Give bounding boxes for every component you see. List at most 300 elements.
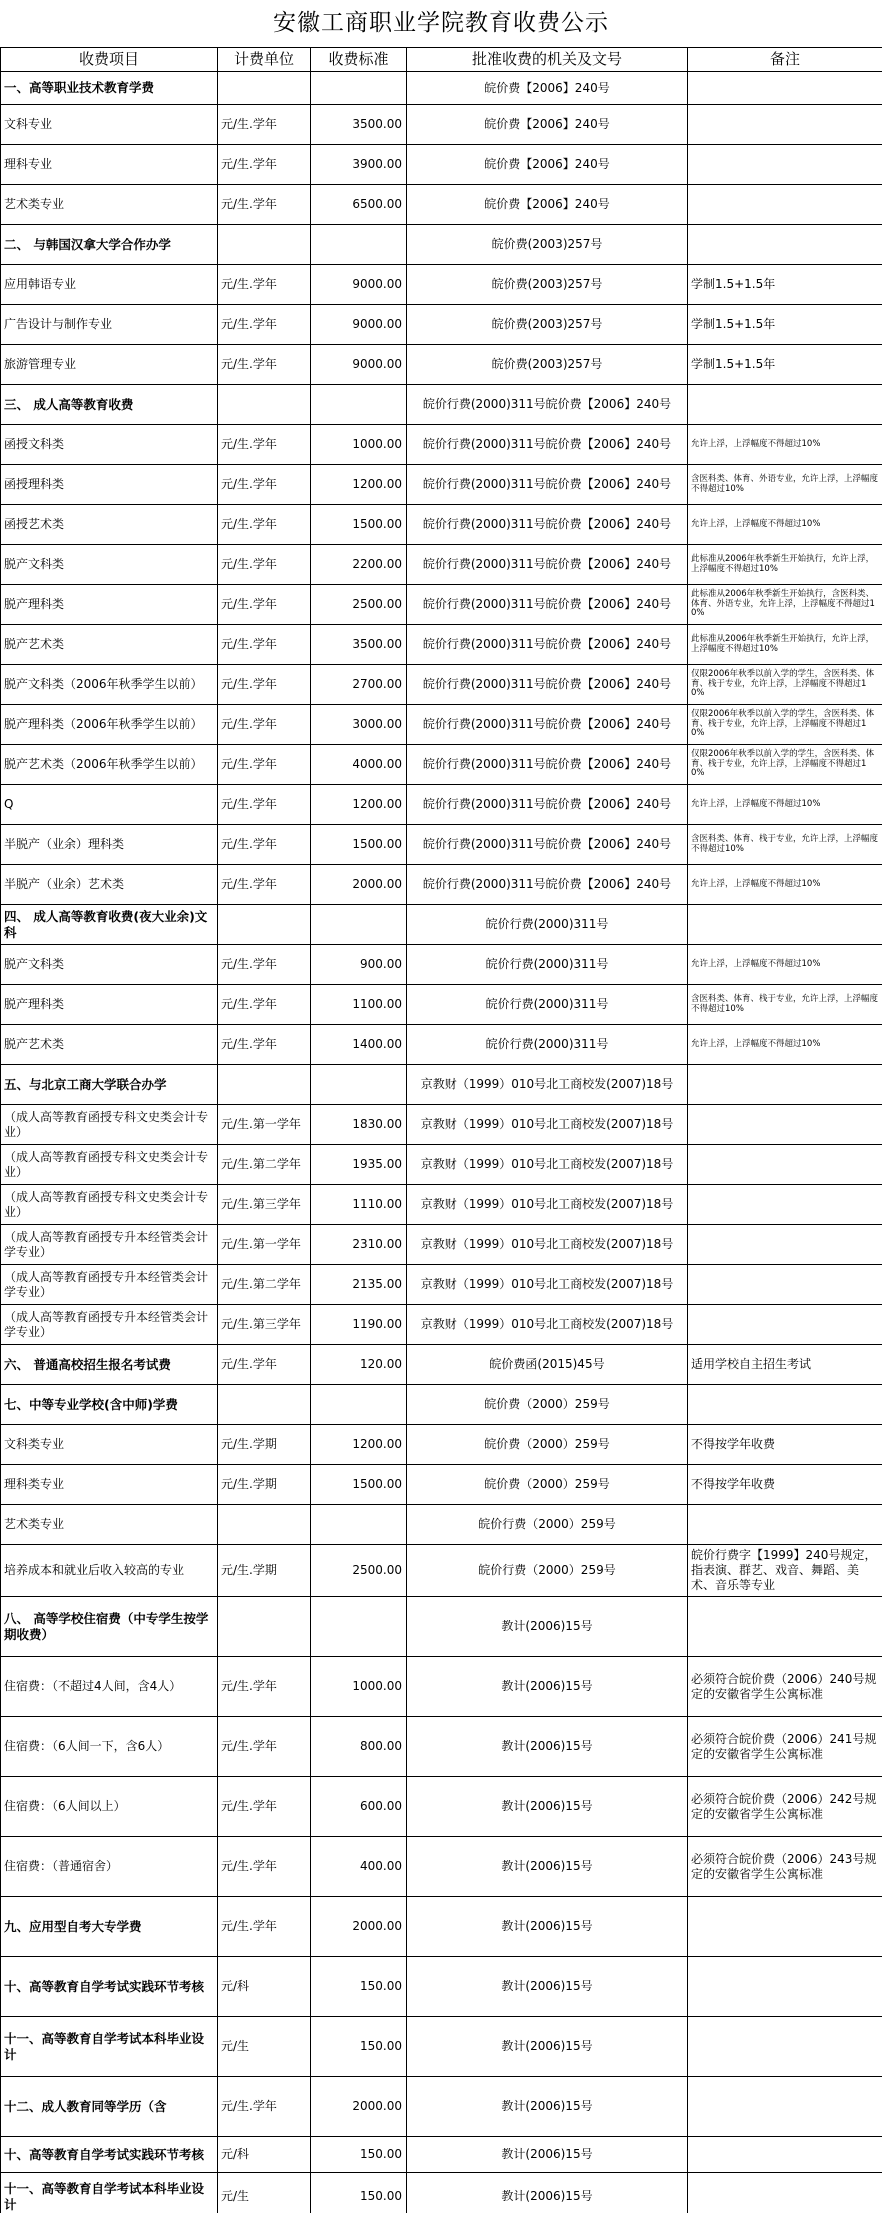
note-cell: 不得按学年收费	[688, 1465, 882, 1505]
fee-cell: 3500.00	[311, 625, 407, 665]
unit-cell: 元/生.学期	[218, 1465, 311, 1505]
fee-cell: 1200.00	[311, 785, 407, 825]
fee-cell: 1000.00	[311, 425, 407, 465]
fee-item-cell: 脱产艺术类	[1, 625, 218, 665]
fee-item-cell: （成人高等教育函授专升本经管类会计学专业）	[1, 1305, 218, 1345]
section-row	[1, 2137, 882, 2173]
approval-cell: 皖价行费（2000）259号	[407, 1505, 688, 1545]
table-row	[1, 105, 882, 145]
table-row	[1, 1465, 882, 1505]
fee-cell: 2700.00	[311, 665, 407, 705]
fee-item-cell: 半脱产（业余）艺术类	[1, 865, 218, 905]
fee-cell: 1500.00	[311, 825, 407, 865]
note-cell	[688, 105, 882, 145]
fee-cell: 150.00	[311, 2017, 407, 2077]
approval-cell: 皖价行费(2000)311号皖价费【2006】240号	[407, 545, 688, 585]
section-row	[1, 1897, 882, 1957]
section-row	[1, 905, 882, 945]
approval-cell: 教计(2006)15号	[407, 2173, 688, 2213]
unit-cell: 元/生.学年	[218, 345, 311, 385]
unit-cell: 元/生.学年	[218, 1025, 311, 1065]
unit-cell	[218, 1505, 311, 1545]
note-cell	[688, 1505, 882, 1545]
fee-item-cell: 培养成本和就业后收入较高的专业	[1, 1545, 218, 1597]
approval-cell: 皖价行费(2000)311号皖价费【2006】240号	[407, 865, 688, 905]
unit-cell: 元/生.学年	[218, 265, 311, 305]
table-row	[1, 465, 882, 505]
table-row	[1, 785, 882, 825]
table-row	[1, 545, 882, 585]
section-row	[1, 1345, 882, 1385]
note-cell	[688, 2077, 882, 2137]
fee-item-cell: （成人高等教育函授专升本经管类会计学专业）	[1, 1225, 218, 1265]
note-cell	[688, 1065, 882, 1105]
fee-item-cell: 文科专业	[1, 105, 218, 145]
approval-cell: 皖价行费(2000)311号皖价费【2006】240号	[407, 625, 688, 665]
fee-item-cell: 住宿费：（不超过4人间，含4人）	[1, 1657, 218, 1717]
fee-item-cell: 理科类专业	[1, 1465, 218, 1505]
fee-cell: 1500.00	[311, 505, 407, 545]
table-row	[1, 305, 882, 345]
fee-item-cell: 脱产理科类	[1, 585, 218, 625]
fee-table-body	[1, 72, 882, 2213]
fee-cell: 3500.00	[311, 105, 407, 145]
section-row	[1, 2017, 882, 2077]
note-cell: 适用学校自主招生考试	[688, 1345, 882, 1385]
approval-cell: 皖价行费(2000)311号皖价费【2006】240号	[407, 825, 688, 865]
fee-cell: 600.00	[311, 1777, 407, 1837]
table-row	[1, 505, 882, 545]
table-row	[1, 705, 882, 745]
approval-cell: 皖价行费(2000)311号皖价费【2006】240号	[407, 745, 688, 785]
approval-cell: 皖价行费(2000)311号皖价费【2006】240号	[407, 385, 688, 425]
approval-cell: 教计(2006)15号	[407, 1957, 688, 2017]
fee-cell	[311, 385, 407, 425]
note-cell	[688, 1265, 882, 1305]
table-row	[1, 745, 882, 785]
fee-item-cell: 旅游管理专业	[1, 345, 218, 385]
note-cell: 学制1.5+1.5年	[688, 305, 882, 345]
table-row	[1, 1225, 882, 1265]
unit-cell: 元/生.学年	[218, 945, 311, 985]
unit-cell	[218, 385, 311, 425]
unit-cell	[218, 1385, 311, 1425]
table-row	[1, 185, 882, 225]
fee-item-cell: （成人高等教育函授专科文史类会计专业）	[1, 1105, 218, 1145]
fee-item-cell: 艺术类专业	[1, 185, 218, 225]
fee-cell: 3000.00	[311, 705, 407, 745]
unit-cell: 元/生.第三学年	[218, 1305, 311, 1345]
table-row	[1, 1185, 882, 1225]
unit-cell: 元/生.学年	[218, 465, 311, 505]
fee-cell: 9000.00	[311, 265, 407, 305]
fee-item-cell: 十、高等教育自学考试实践环节考核	[1, 1957, 218, 2017]
approval-cell: 教计(2006)15号	[407, 1897, 688, 1957]
fee-cell	[311, 905, 407, 945]
fee-item-cell: 脱产文科类（2006年秋季学生以前）	[1, 665, 218, 705]
fee-item-cell: 九、应用型自考大专学费	[1, 1897, 218, 1957]
fee-cell: 2500.00	[311, 1545, 407, 1597]
note-cell: 含医科类、体育、栈于专业，允许上浮，上浮幅度不得超过10%	[688, 985, 882, 1025]
approval-cell: 京教财（1999）010号北工商校发(2007)18号	[407, 1185, 688, 1225]
header-note: 备注	[688, 48, 882, 72]
note-cell: 允许上浮，上浮幅度不得超过10%	[688, 785, 882, 825]
approval-cell: 京教财（1999）010号北工商校发(2007)18号	[407, 1145, 688, 1185]
fee-cell: 4000.00	[311, 745, 407, 785]
unit-cell: 元/生.第一学年	[218, 1225, 311, 1265]
section-row	[1, 1385, 882, 1425]
unit-cell: 元/生	[218, 2173, 311, 2213]
note-cell: 允许上浮，上浮幅度不得超过10%	[688, 505, 882, 545]
approval-cell: 皖价行费(2000)311号皖价费【2006】240号	[407, 465, 688, 505]
fee-cell: 1935.00	[311, 1145, 407, 1185]
fee-cell: 1400.00	[311, 1025, 407, 1065]
fee-item-cell: 住宿费：（6人间一下，含6人）	[1, 1717, 218, 1777]
note-cell: 允许上浮，上浮幅度不得超过10%	[688, 1025, 882, 1065]
approval-cell: 皖价费【2006】240号	[407, 72, 688, 105]
fee-cell: 1200.00	[311, 465, 407, 505]
fee-item-cell: 艺术类专业	[1, 1505, 218, 1545]
fee-item-cell: 脱产艺术类	[1, 1025, 218, 1065]
note-cell	[688, 1385, 882, 1425]
fee-item-cell: 函授艺术类	[1, 505, 218, 545]
fee-cell: 9000.00	[311, 305, 407, 345]
table-row	[1, 1265, 882, 1305]
section-row	[1, 1597, 882, 1657]
section-row	[1, 1065, 882, 1105]
fee-item-cell: 脱产理科类	[1, 985, 218, 1025]
unit-cell: 元/生.第三学年	[218, 1185, 311, 1225]
note-cell: 含医科类、体育、外语专业，允许上浮，上浮幅度不得超过10%	[688, 465, 882, 505]
unit-cell: 元/生.学年	[218, 745, 311, 785]
note-cell: 必须符合皖价费（2006）242号规定的安徽省学生公寓标准	[688, 1777, 882, 1837]
table-row	[1, 145, 882, 185]
approval-cell: 皖价费(2003)257号	[407, 305, 688, 345]
fee-cell: 3900.00	[311, 145, 407, 185]
table-row	[1, 825, 882, 865]
note-cell: 仅限2006年秋季以前入学的学生，含医科类、体育、栈于专业，允许上浮，上浮幅度不得超过10%	[688, 745, 882, 785]
note-cell: 此标准从2006年秋季新生开始执行，允许上浮，上浮幅度不得超过10%	[688, 545, 882, 585]
note-cell: 允许上浮，上浮幅度不得超过10%	[688, 865, 882, 905]
table-row	[1, 1777, 882, 1837]
unit-cell: 元/生.学年	[218, 1345, 311, 1385]
fee-cell: 2000.00	[311, 2077, 407, 2137]
table-row	[1, 985, 882, 1025]
section-row	[1, 2173, 882, 2213]
fee-cell: 1110.00	[311, 1185, 407, 1225]
fee-cell: 400.00	[311, 1837, 407, 1897]
section-row	[1, 2077, 882, 2137]
fee-item-cell: 应用韩语专业	[1, 265, 218, 305]
note-cell	[688, 1597, 882, 1657]
note-cell	[688, 72, 882, 105]
fee-item-cell: 理科专业	[1, 145, 218, 185]
note-cell: 必须符合皖价费（2006）240号规定的安徽省学生公寓标准	[688, 1657, 882, 1717]
note-cell	[688, 2173, 882, 2213]
unit-cell: 元/生.学期	[218, 1425, 311, 1465]
fee-cell: 1200.00	[311, 1425, 407, 1465]
approval-cell: 教计(2006)15号	[407, 1657, 688, 1717]
table-row	[1, 665, 882, 705]
approval-cell: 教计(2006)15号	[407, 1837, 688, 1897]
fee-item-cell: 脱产文科类	[1, 945, 218, 985]
unit-cell	[218, 72, 311, 105]
fee-item-cell: 广告设计与制作专业	[1, 305, 218, 345]
unit-cell: 元/生	[218, 2017, 311, 2077]
note-cell	[688, 1225, 882, 1265]
unit-cell: 元/生.学年	[218, 785, 311, 825]
header-fee: 收费标准	[311, 48, 407, 72]
note-cell: 仅限2006年秋季以前入学的学生，含医科类、体育、栈于专业，允许上浮，上浮幅度不得超过10%	[688, 665, 882, 705]
note-cell: 仅限2006年秋季以前入学的学生，含医科类、体育、栈于专业，允许上浮，上浮幅度不得超过10%	[688, 705, 882, 745]
approval-cell: 京教财（1999）010号北工商校发(2007)18号	[407, 1105, 688, 1145]
note-cell: 此标准从2006年秋季新生开始执行，含医科类、体育、外语专业，允许上浮，上浮幅度不得超过10%	[688, 585, 882, 625]
note-cell	[688, 385, 882, 425]
note-cell	[688, 225, 882, 265]
fee-item-cell: 十一、高等教育自学考试本科毕业设计	[1, 2173, 218, 2213]
fee-cell: 1190.00	[311, 1305, 407, 1345]
fee-item-cell: 脱产艺术类（2006年秋季学生以前）	[1, 745, 218, 785]
fee-item-cell: （成人高等教育函授专科文史类会计专业）	[1, 1185, 218, 1225]
fee-cell: 900.00	[311, 945, 407, 985]
approval-cell: 京教财（1999）010号北工商校发(2007)18号	[407, 1265, 688, 1305]
fee-cell: 1830.00	[311, 1105, 407, 1145]
approval-cell: 皖价费(2003)257号	[407, 345, 688, 385]
unit-cell	[218, 1065, 311, 1105]
unit-cell	[218, 225, 311, 265]
approval-cell: 京教财（1999）010号北工商校发(2007)18号	[407, 1065, 688, 1105]
fee-cell	[311, 1597, 407, 1657]
fee-cell	[311, 1065, 407, 1105]
fee-item-cell: 四、 成人高等教育收费(夜大业余)文科	[1, 905, 218, 945]
note-cell	[688, 1957, 882, 2017]
note-cell	[688, 1145, 882, 1185]
table-row	[1, 1105, 882, 1145]
unit-cell: 元/生.学年	[218, 825, 311, 865]
fee-cell: 1500.00	[311, 1465, 407, 1505]
note-cell	[688, 185, 882, 225]
approval-cell: 皖价费【2006】240号	[407, 145, 688, 185]
note-cell	[688, 1185, 882, 1225]
unit-cell	[218, 905, 311, 945]
approval-cell: 皖价行费(2000)311号皖价费【2006】240号	[407, 425, 688, 465]
fee-cell	[311, 225, 407, 265]
table-row	[1, 1145, 882, 1185]
unit-cell: 元/生.学年	[218, 145, 311, 185]
unit-cell: 元/生.学年	[218, 2077, 311, 2137]
approval-cell: 皖价行费(2000)311号	[407, 985, 688, 1025]
fee-item-cell: 七、中等专业学校(含中师)学费	[1, 1385, 218, 1425]
note-cell: 学制1.5+1.5年	[688, 345, 882, 385]
approval-cell: 皖价费（2000）259号	[407, 1385, 688, 1425]
unit-cell: 元/生.学年	[218, 985, 311, 1025]
table-row	[1, 585, 882, 625]
fee-cell: 1000.00	[311, 1657, 407, 1717]
unit-cell: 元/生.学年	[218, 1717, 311, 1777]
approval-cell: 皖价行费(2000)311号皖价费【2006】240号	[407, 665, 688, 705]
fee-item-cell: 五、与北京工商大学联合办学	[1, 1065, 218, 1105]
approval-cell: 教计(2006)15号	[407, 1597, 688, 1657]
approval-cell: 皖价行费(2000)311号皖价费【2006】240号	[407, 785, 688, 825]
unit-cell: 元/生.第一学年	[218, 1105, 311, 1145]
fee-item-cell: 脱产理科类（2006年秋季学生以前）	[1, 705, 218, 745]
approval-cell: 皖价行费（2000）259号	[407, 1545, 688, 1597]
section-row	[1, 225, 882, 265]
approval-cell: 皖价行费(2000)311号皖价费【2006】240号	[407, 705, 688, 745]
note-cell: 必须符合皖价费（2006）241号规定的安徽省学生公寓标准	[688, 1717, 882, 1777]
unit-cell: 元/生.学年	[218, 505, 311, 545]
unit-cell: 元/生.学年	[218, 545, 311, 585]
fee-item-cell: （成人高等教育函授专科文史类会计专业）	[1, 1145, 218, 1185]
note-cell: 学制1.5+1.5年	[688, 265, 882, 305]
approval-cell: 皖价费(2003)257号	[407, 265, 688, 305]
approval-cell: 皖价行费(2000)311号皖价费【2006】240号	[407, 585, 688, 625]
note-cell: 允许上浮，上浮幅度不得超过10%	[688, 945, 882, 985]
unit-cell	[218, 1597, 311, 1657]
approval-cell: 皖价行费(2000)311号	[407, 905, 688, 945]
unit-cell: 元/生.第二学年	[218, 1265, 311, 1305]
note-cell	[688, 2017, 882, 2077]
unit-cell: 元/生.学年	[218, 1837, 311, 1897]
fee-cell: 2000.00	[311, 1897, 407, 1957]
note-cell	[688, 2137, 882, 2173]
approval-cell: 皖价费函(2015)45号	[407, 1345, 688, 1385]
fee-cell: 1100.00	[311, 985, 407, 1025]
approval-cell: 京教财（1999）010号北工商校发(2007)18号	[407, 1225, 688, 1265]
unit-cell: 元/生.学年	[218, 1777, 311, 1837]
table-row	[1, 1657, 882, 1717]
table-row	[1, 345, 882, 385]
fee-cell: 2135.00	[311, 1265, 407, 1305]
fee-item-cell: 三、 成人高等教育收费	[1, 385, 218, 425]
fee-item-cell: 函授文科类	[1, 425, 218, 465]
table-row	[1, 1837, 882, 1897]
fee-item-cell: （成人高等教育函授专升本经管类会计学专业）	[1, 1265, 218, 1305]
note-cell	[688, 1105, 882, 1145]
approval-cell: 皖价费【2006】240号	[407, 105, 688, 145]
note-cell: 皖价行费字【1999】240号规定，指表演、群艺、戏音、舞蹈、美术、音乐等专业	[688, 1545, 882, 1597]
table-row	[1, 1717, 882, 1777]
table-row	[1, 865, 882, 905]
approval-cell: 皖价费(2003)257号	[407, 225, 688, 265]
fee-item-cell: 十、高等教育自学考试实践环节考核	[1, 2137, 218, 2173]
note-cell: 不得按学年收费	[688, 1425, 882, 1465]
fee-item-cell: 十一、高等教育自学考试本科毕业设计	[1, 2017, 218, 2077]
fee-cell: 120.00	[311, 1345, 407, 1385]
table-row	[1, 1305, 882, 1345]
table-row	[1, 1505, 882, 1545]
table-row	[1, 945, 882, 985]
table-row	[1, 265, 882, 305]
approval-cell: 皖价行费(2000)311号	[407, 945, 688, 985]
section-row	[1, 72, 882, 105]
header-item: 收费项目	[1, 48, 218, 72]
unit-cell: 元/生.学年	[218, 865, 311, 905]
unit-cell: 元/生.第二学年	[218, 1145, 311, 1185]
unit-cell: 元/生.学期	[218, 1545, 311, 1597]
unit-cell: 元/科	[218, 1957, 311, 2017]
fee-cell: 2000.00	[311, 865, 407, 905]
table-row	[1, 425, 882, 465]
unit-cell: 元/生.学年	[218, 665, 311, 705]
fee-cell	[311, 1505, 407, 1545]
table-row	[1, 1545, 882, 1597]
fee-cell: 2500.00	[311, 585, 407, 625]
fee-item-cell: 八、 高等学校住宿费（中专学生按学期收费）	[1, 1597, 218, 1657]
note-cell	[688, 1305, 882, 1345]
unit-cell: 元/生.学年	[218, 1657, 311, 1717]
fee-cell: 2310.00	[311, 1225, 407, 1265]
unit-cell: 元/生.学年	[218, 1897, 311, 1957]
note-cell: 允许上浮，上浮幅度不得超过10%	[688, 425, 882, 465]
note-cell	[688, 1897, 882, 1957]
fee-cell: 9000.00	[311, 345, 407, 385]
header-row	[1, 48, 882, 72]
approval-cell: 皖价费【2006】240号	[407, 185, 688, 225]
note-cell: 含医科类、体育、栈于专业，允许上浮，上浮幅度不得超过10%	[688, 825, 882, 865]
note-cell: 此标准从2006年秋季新生开始执行，允许上浮，上浮幅度不得超过10%	[688, 625, 882, 665]
fee-table	[0, 47, 882, 2213]
approval-cell: 皖价行费(2000)311号皖价费【2006】240号	[407, 505, 688, 545]
fee-cell: 150.00	[311, 2137, 407, 2173]
fee-item-cell: 六、 普通高校招生报名考试费	[1, 1345, 218, 1385]
approval-cell: 教计(2006)15号	[407, 2137, 688, 2173]
unit-cell: 元/生.学年	[218, 705, 311, 745]
approval-cell: 教计(2006)15号	[407, 2077, 688, 2137]
fee-item-cell: Q	[1, 785, 218, 825]
header-approval: 批准收费的机关及文号	[407, 48, 688, 72]
approval-cell: 教计(2006)15号	[407, 1777, 688, 1837]
fee-cell: 150.00	[311, 2173, 407, 2213]
fee-item-cell: 脱产文科类	[1, 545, 218, 585]
note-cell	[688, 145, 882, 185]
fee-item-cell: 住宿费：（6人间以上）	[1, 1777, 218, 1837]
header-unit: 计费单位	[218, 48, 311, 72]
approval-cell: 皖价费（2000）259号	[407, 1465, 688, 1505]
section-row	[1, 385, 882, 425]
approval-cell: 教计(2006)15号	[407, 2017, 688, 2077]
fee-cell: 150.00	[311, 1957, 407, 2017]
unit-cell: 元/科	[218, 2137, 311, 2173]
unit-cell: 元/生.学年	[218, 185, 311, 225]
unit-cell: 元/生.学年	[218, 425, 311, 465]
fee-item-cell: 函授理科类	[1, 465, 218, 505]
approval-cell: 教计(2006)15号	[407, 1717, 688, 1777]
table-row	[1, 625, 882, 665]
fee-cell: 800.00	[311, 1717, 407, 1777]
approval-cell: 京教财（1999）010号北工商校发(2007)18号	[407, 1305, 688, 1345]
unit-cell: 元/生.学年	[218, 305, 311, 345]
fee-item-cell: 半脱产（业余）理科类	[1, 825, 218, 865]
fee-item-cell: 住宿费：（普通宿舍）	[1, 1837, 218, 1897]
unit-cell: 元/生.学年	[218, 105, 311, 145]
note-cell	[688, 905, 882, 945]
approval-cell: 皖价行费(2000)311号	[407, 1025, 688, 1065]
table-row	[1, 1025, 882, 1065]
fee-item-cell: 文科类专业	[1, 1425, 218, 1465]
fee-item-cell: 十二、成人教育同等学历（含	[1, 2077, 218, 2137]
table-row	[1, 1425, 882, 1465]
unit-cell: 元/生.学年	[218, 625, 311, 665]
fee-cell: 2200.00	[311, 545, 407, 585]
fee-item-cell: 一、高等职业技术教育学费	[1, 72, 218, 105]
approval-cell: 皖价费（2000）259号	[407, 1425, 688, 1465]
page-title: 安徽工商职业学院教育收费公示	[273, 10, 609, 36]
fee-item-cell: 二、 与韩国汉拿大学合作办学	[1, 225, 218, 265]
section-row	[1, 1957, 882, 2017]
unit-cell: 元/生.学年	[218, 585, 311, 625]
fee-cell	[311, 1385, 407, 1425]
